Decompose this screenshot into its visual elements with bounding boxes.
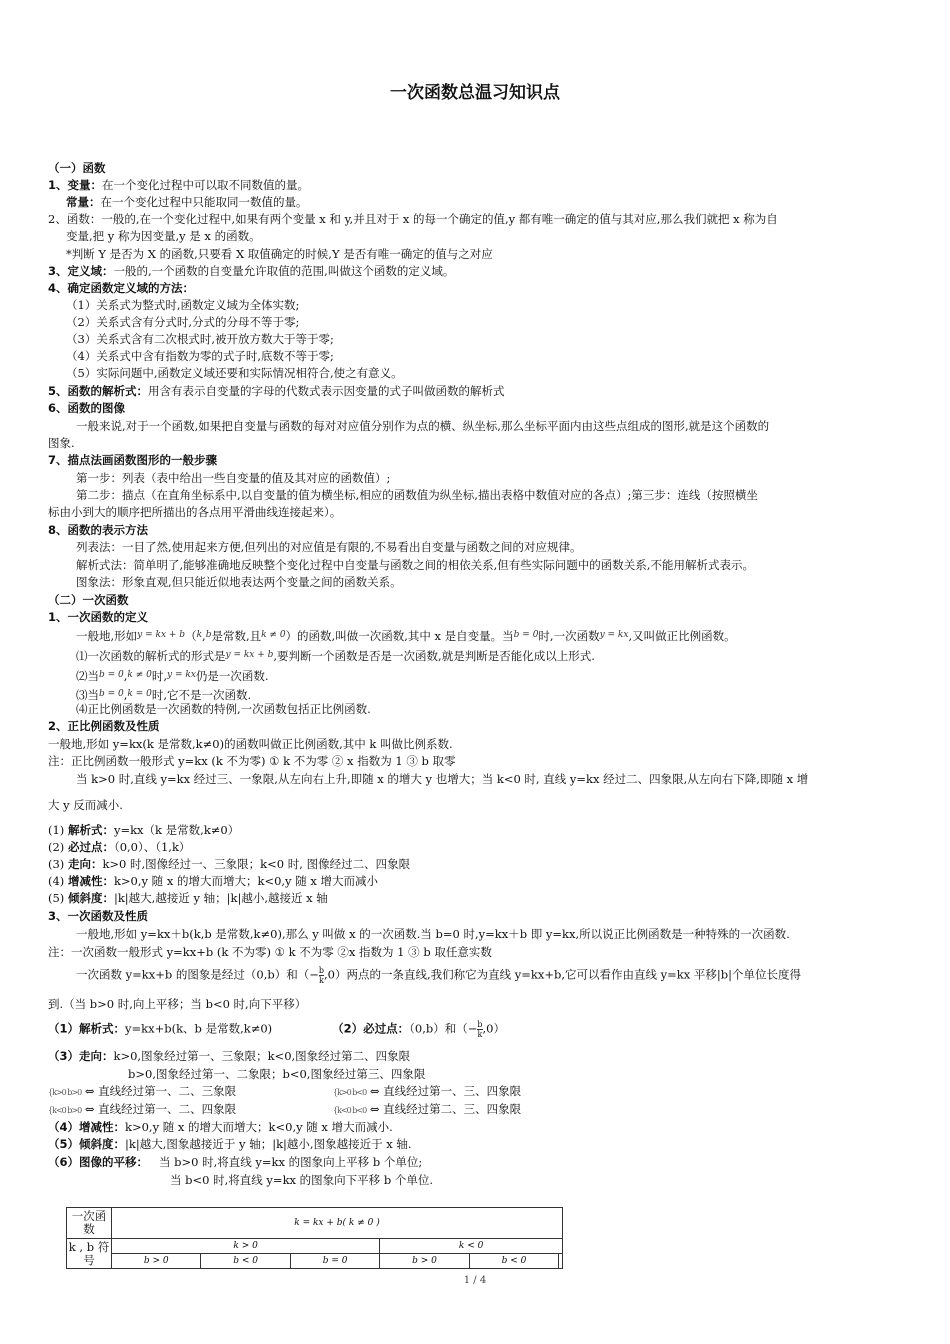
text: k>0,y 随 x 的增大而增大；k<0,y 随 x 增大而减小	[113, 874, 379, 888]
math: k ≠ 0	[261, 630, 286, 640]
denominator: k	[477, 1030, 483, 1039]
math: y = kx + b	[137, 630, 186, 640]
table-cell: b > 0	[380, 1254, 469, 1269]
paragraph: 第二步：描点（在直角坐标系中,以自变量的值为横坐标,相应的函数值为纵坐标,描出表格中数值对应的各点）;第三步：连线（按照横坐	[76, 488, 758, 502]
text: 时,它不是一次函数.	[151, 688, 252, 702]
paragraph	[76, 966, 931, 985]
paragraph: 到.（当 b>0 时,向上平移；当 b<0 时,向下平移）	[48, 997, 307, 1011]
paragraph: 一般来说,对于一个函数,如果把自变量与函数的每对对应值分别作为点的横、纵坐标,那么坐标平面内由这些点组成的图形,就是这个函数的	[76, 419, 770, 433]
term: （4）增减性：	[48, 1120, 126, 1134]
paragraph: 当 k>0 时,直线 y=kx 经过三、一象限,从左向右上升,即随 x 的增大 y 也增大；当 k<0 时, 直线 y=kx 经过二、四象限,从左向右下降,即随 x 增	[76, 772, 809, 786]
list-item	[76, 667, 931, 685]
math: b = 0	[99, 670, 124, 680]
quadrant-rule	[333, 1083, 950, 1101]
prop-item	[48, 873, 903, 890]
math: k = 0	[127, 689, 152, 699]
term: 倾斜度：	[67, 891, 114, 905]
text: （0,b）和（−	[409, 1021, 478, 1036]
math: k	[196, 630, 203, 640]
condition: {k<0 b>0	[48, 1106, 82, 1115]
list-item: （5）实际问题中,函数定义域还要和实际情况相符合,使之有意义。	[66, 366, 403, 380]
table-cell: b < 0	[469, 1254, 558, 1269]
prop-item	[48, 822, 903, 839]
line-domain	[48, 263, 903, 280]
heading-linear-props: 3、一次函数及性质	[48, 909, 149, 923]
math: k ≠ 0	[127, 670, 152, 680]
text: ⑴一次函数的解析式的形式是	[76, 649, 226, 663]
line-function-def: 2、函数：一般的,在一个变化过程中,如果有两个变量 x 和 y,并且对于 x 的每一个确定的值,y 都有唯一确定的值与其对应,那么我们就把 x 称为自	[48, 212, 778, 226]
prop-item	[48, 839, 903, 856]
prop-item	[48, 1154, 903, 1171]
text: ⑵当	[76, 669, 99, 683]
line-variable	[48, 177, 903, 194]
term-expression: 5、函数的解析式：	[48, 384, 149, 398]
paragraph: 图象法：形象直观,但只能近似地表达两个变量之间的函数关系。	[76, 575, 402, 589]
text: k>0 时,图像经过一、三象限；k<0 时, 图像经过二、四象限	[102, 857, 411, 871]
condition: {k>0 b>0	[48, 1088, 82, 1097]
line-judge-note: *判断 Y 是否为 X 的函数,只要看 X 取值确定的时候,Y 是否有唯一确定的值与之对应	[66, 247, 493, 261]
text: k>0,图象经过第一、三象限；k<0,图象经过第二、四象限	[113, 1049, 411, 1063]
text: 当 b>0 时,将直线 y=kx 的图象向上平移 b 个单位;	[158, 1155, 423, 1169]
text: (3)	[48, 857, 68, 871]
table-row	[67, 1239, 563, 1254]
quadrant-rule	[333, 1101, 950, 1119]
paragraph: 解析式法：简单明了,能够准确地反映整个变化过程中自变量与函数之间的相依关系,但有些实际问题中的函数关系,不能用解析式表示。	[76, 558, 754, 572]
numerator: b	[318, 966, 324, 975]
prop-item	[48, 1048, 903, 1065]
text: ,要判断一个函数是否是一次函数,就是判断是否能化成以上形式.	[273, 649, 595, 663]
text: ,0）两点的一条直线,我们称它为直线 y=kx+b,它可以看作由直线 y=kx 平移|b|个单位长度得	[324, 967, 802, 982]
list-item: （4）关系式中含有指数为零的式子时,底数不等于零;	[66, 349, 334, 363]
term-variable: 1、变量：	[48, 178, 103, 192]
text: (1)	[48, 823, 68, 837]
paragraph: 一般地,形如 y=kx＋b(k,b 是常数,k≠0),那么 y 叫做 x 的一次函数.当 b=0 时,y=kx＋b 即 y=kx,所以说正比例函数是一种特殊的一次函数.	[76, 927, 790, 941]
text: ⇔ 直线经过第一、二、四象限	[84, 1102, 237, 1116]
math: y = kx	[167, 670, 196, 680]
table-row	[67, 1208, 563, 1239]
text: 用含有表示自变量的字母的代数式表示因变量的式子叫做函数的解析式	[148, 384, 505, 398]
text: ,	[123, 669, 128, 683]
list-item: （1）关系式为整式时,函数定义域为全体实数;	[66, 298, 300, 312]
prop-item	[48, 1136, 903, 1153]
text: ,	[123, 688, 128, 702]
text: 在一个变化过程中可以取不同数值的量。	[102, 178, 310, 192]
math: b = 0	[99, 689, 124, 699]
prop-item	[48, 1119, 903, 1136]
page-title: 一次函数总温习知识点	[390, 83, 560, 103]
text: ,又叫做正比例函数。	[628, 629, 736, 643]
paragraph: 第一步：列表（表中给出一些自变量的值及其对应的函数值）;	[76, 471, 391, 485]
page-number: 1 / 4	[463, 1275, 487, 1286]
line-function-def-2: 变量,把 y 称为因变量,y 是 x 的函数。	[66, 229, 261, 243]
text: 是常数,且	[211, 629, 262, 643]
text: （	[185, 629, 197, 643]
paragraph: 一般地,形如 y=kx(k 是常数,k≠0)的函数叫做正比例函数,其中 k 叫做比例系数.	[48, 737, 453, 751]
paragraph: 大 y 反而减小.	[48, 798, 123, 812]
math: y = kx + b	[225, 650, 274, 660]
term-constant: 常量：	[66, 195, 101, 209]
denominator: k	[319, 976, 324, 985]
term: （3）走向：	[48, 1049, 114, 1063]
table-cell: k = kx + b( k ≠ 0 )	[112, 1208, 563, 1239]
numerator: b	[477, 1020, 483, 1029]
text: ）的函数,叫做一次函数,其中 x 是自变量。当	[285, 629, 514, 643]
paragraph: 标由小到大的顺序把所描出的各点用平滑曲线连接起来）。	[48, 505, 342, 519]
text: 时,	[151, 669, 168, 683]
line-expression	[48, 383, 903, 400]
math: b	[205, 630, 212, 640]
term: 解析式：	[67, 823, 114, 837]
paragraph: 注：正比例函数一般形式 y=kx (k 不为零) ① k 不为零 ② x 指数为 1 ③ b 取零	[48, 754, 456, 768]
term-domain: 3、定义域：	[48, 264, 114, 278]
text: y=kx+b(k、b 是常数,k≠0)	[125, 1021, 273, 1036]
term: （5）倾斜度：	[48, 1137, 126, 1151]
text: (5)	[48, 891, 68, 905]
section-heading-functions: （一）函数	[48, 161, 106, 175]
list-item: （3）关系式含有二次根式时,被开放方数大于等于零;	[66, 332, 334, 346]
text: ,	[202, 629, 206, 643]
text: 时,一次函数	[538, 629, 600, 643]
text: ⇔ 直线经过第二、三、四象限	[369, 1102, 522, 1116]
table-cell: k < 0	[380, 1239, 563, 1254]
prop-item	[48, 1020, 903, 1039]
text: ⇔ 直线经过第一、二、三象限	[84, 1084, 237, 1098]
prop-item	[48, 890, 903, 907]
table-cell: 一次函数	[67, 1208, 112, 1239]
text: y=kx（k 是常数,k≠0）	[113, 823, 240, 837]
heading-graph: 6、函数的图像	[48, 401, 126, 415]
text: 一般的,一个函数的自变量允许取值的范围,叫做这个函数的定义域。	[113, 264, 455, 278]
condition: {k>0 b<0	[333, 1088, 367, 1097]
heading-representations: 8、函数的表示方法	[48, 523, 149, 537]
heading-linear-def: 1、一次函数的定义	[48, 610, 149, 624]
text: 一般地,形如	[76, 629, 138, 643]
text: ⑶当	[76, 688, 99, 702]
list-item: （2）关系式含有分式时,分式的分母不等于零;	[66, 315, 300, 329]
table-cell: k , b 符号	[67, 1239, 112, 1269]
heading-plotting: 7、描点法画函数图形的一般步骤	[48, 453, 217, 467]
term: （6）图像的平移：	[48, 1155, 149, 1169]
text: (4)	[48, 874, 68, 888]
table-cell: b > 0	[112, 1254, 201, 1269]
paragraph-linear-def	[76, 627, 931, 645]
term: （2）必过点：	[332, 1021, 410, 1036]
prop-item	[48, 856, 903, 873]
table-row	[67, 1254, 563, 1269]
table-cell	[559, 1254, 563, 1269]
text: 仍是一次函数.	[195, 669, 269, 683]
section-heading-linear: （二）一次函数	[48, 593, 129, 607]
paragraph: 图象.	[48, 436, 75, 450]
table-cell: k > 0	[112, 1239, 380, 1254]
term: （1）解析式：	[48, 1021, 126, 1036]
text: (2)	[48, 840, 68, 854]
text: |k|越大,图象越接近于 y 轴；|k|越小,图象越接近于 x 轴.	[125, 1137, 412, 1151]
math: y = kx	[599, 630, 629, 640]
list-item: ⑷正比例函数是一次函数的特例,一次函数包括正比例函数.	[76, 702, 371, 716]
text: k>0,y 随 x 的增大而增大；k<0,y 随 x 增大而减小.	[125, 1120, 393, 1134]
term: 走向：	[67, 857, 103, 871]
heading-proportional: 2、正比例函数及性质	[48, 719, 160, 733]
condition: {k<0 b<0	[333, 1106, 367, 1115]
term: 必过点：	[67, 840, 114, 854]
table-cell: b < 0	[201, 1254, 290, 1269]
prop-item: b>0,图象经过第一、二象限；b<0,图象经过第三、四象限	[128, 1067, 426, 1081]
text: 一次函数 y=kx+b 的图象是经过（0,b）和（−	[76, 967, 319, 982]
table-cell: b = 0	[290, 1254, 379, 1269]
summary-table	[66, 1207, 563, 1269]
heading-domain-methods: 4、确定函数定义域的方法：	[48, 281, 195, 295]
text: （0,0）、（1,k）	[113, 840, 191, 854]
paragraph: 注：一次函数一般形式 y=kx+b (k 不为零) ① k 不为零 ②x 指数为 1 ③ b 取任意实数	[48, 945, 492, 959]
line-constant	[66, 194, 921, 211]
text: 在一个变化过程中只能取同一数值的量。	[100, 195, 308, 209]
text: |k|越大,越接近 y 轴；|k|越小,越接近 x 轴	[113, 891, 328, 905]
text: ,0）	[482, 1021, 505, 1036]
paragraph: 列表法：一目了然,使用起来方便,但列出的对应值是有限的,不易看出自变量与函数之间的对应规律。	[76, 540, 582, 554]
list-item	[76, 647, 931, 665]
text: ⇔ 直线经过第一、三、四象限	[369, 1084, 522, 1098]
term: 增减性：	[67, 874, 114, 888]
math: b = 0	[513, 630, 539, 640]
prop-item: 当 b<0 时,将直线 y=kx 的图象向下平移 b 个单位.	[170, 1173, 434, 1187]
